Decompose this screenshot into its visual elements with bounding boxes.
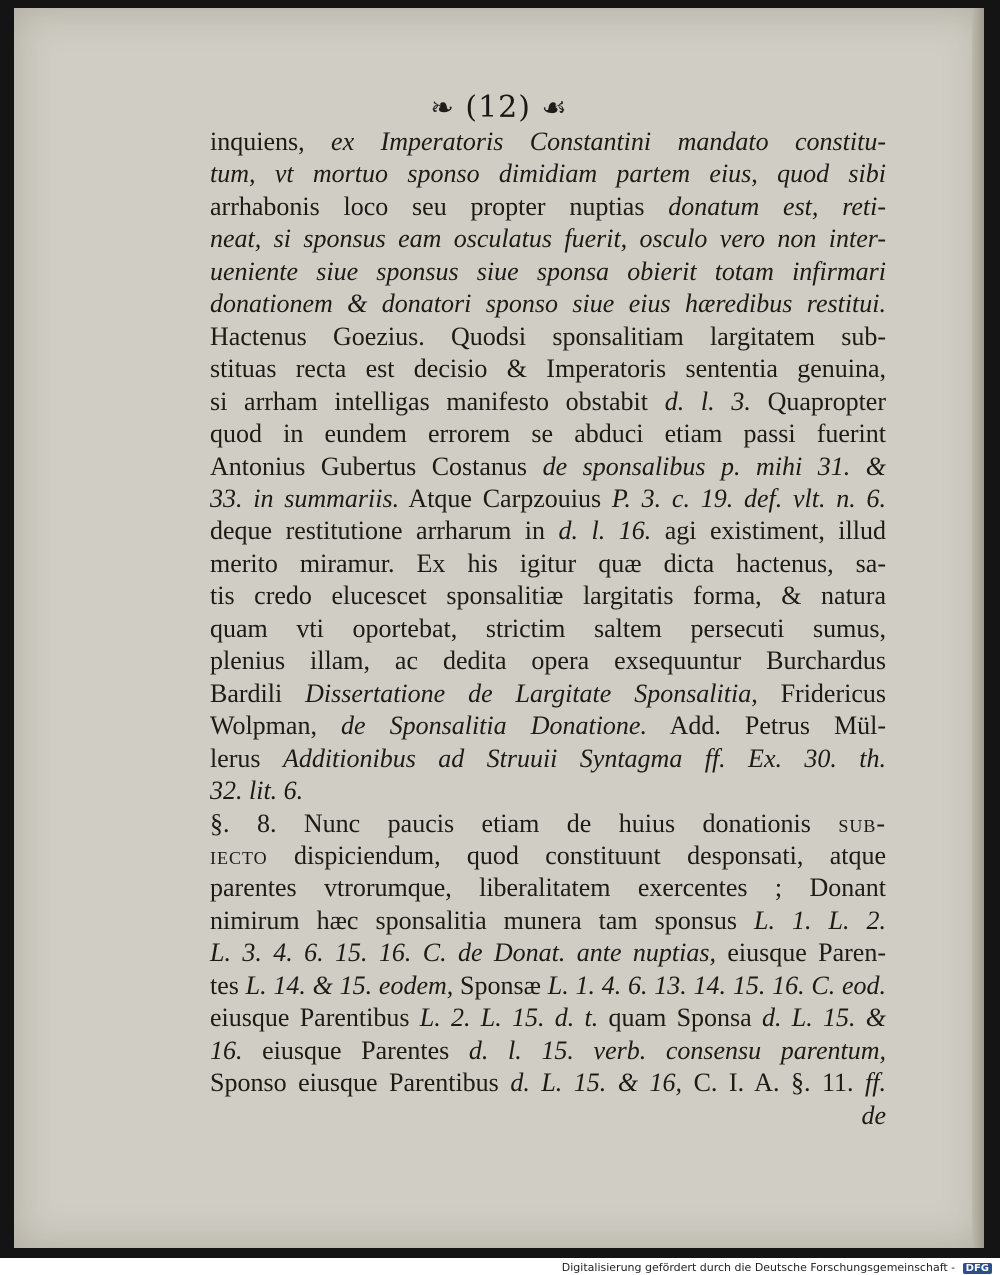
text-segment: sub- <box>838 808 886 838</box>
text-segment: §. 8. Nunc paucis etiam de huius donationis <box>210 808 839 838</box>
text-segment: Antonius Gubertus Costanus <box>210 451 543 481</box>
text-segment: eiusque Parentes <box>242 1035 469 1065</box>
text-segment: tes <box>210 970 246 1000</box>
text-line <box>210 743 886 775</box>
text-line <box>210 191 886 223</box>
text-segment: donatum est, reti- <box>668 191 886 221</box>
text-segment: d. L. 15. & <box>762 1003 887 1033</box>
text-segment: ueniente siue sponsus siue sponsa obierit totam infirmari <box>210 256 886 286</box>
text-segment: d. l. 16. <box>558 516 652 546</box>
text-segment: C. I. A. §. 11. <box>682 1068 866 1098</box>
text-segment: tis credo elucescet sponsalitiæ largitatis forma, & natura <box>210 581 886 611</box>
text-segment: Add. Petrus Mül- <box>646 711 886 741</box>
text-segment: iecto <box>210 840 268 870</box>
text-segment: lerus <box>210 743 283 773</box>
text-segment: ex Imperatoris Constantini mandato constitu- <box>331 127 886 156</box>
text-segment: parentes vtrorumque, liberalitatem exercentes ; Donant <box>210 873 886 903</box>
text-line <box>210 256 886 288</box>
text-line <box>210 840 886 872</box>
text-line <box>210 451 886 483</box>
header-ornament-right: ☙ <box>541 91 568 124</box>
header-ornament-left: ❧ <box>430 91 455 124</box>
text-segment: Quapropter <box>750 386 886 416</box>
text-segment: ff. <box>865 1068 886 1098</box>
text-segment: L. 14. & 15. eodem, <box>245 970 454 1000</box>
text-segment: Bardili <box>210 678 306 708</box>
page-number: (12) <box>465 90 531 125</box>
footer-credit <box>562 1261 992 1274</box>
text-line <box>210 418 886 450</box>
text-segment: L. 3. 4. 6. 15. 16. C. de Donat. ante nuptias, <box>210 938 716 968</box>
text-segment: Atque Carpzouius <box>399 483 612 513</box>
text-line <box>210 288 886 320</box>
text-segment: de sponsalibus p. mihi 31. & <box>542 451 886 481</box>
text-segment: Additionibus ad Struuii Syntagma ff. Ex. 30. th. <box>282 743 886 773</box>
text-segment: tum, vt mortuo sponso dimidiam partem eius, quod sibi <box>210 159 886 189</box>
text-segment: d. l. 15. verb. consensu parentum, <box>468 1035 886 1065</box>
text-line <box>210 515 886 547</box>
text-segment: d. l. 3. <box>664 386 751 416</box>
text-line <box>210 483 886 515</box>
text-segment: donationem & donatori sponso siue eius hæredibus restitui. <box>210 289 886 319</box>
text-line <box>210 808 886 840</box>
text-segment: 33. in summariis. <box>210 483 400 513</box>
text-line <box>210 775 886 807</box>
text-segment: Fridericus <box>757 678 886 708</box>
text-segment: deque restitutione arrharum in <box>210 516 559 546</box>
text-line <box>210 158 886 190</box>
footer-text: Digitalisierung gefördert durch die Deutsche Forschungsgemeinschaft - <box>561 1261 956 1274</box>
text-segment: plenius illam, ac dedita opera exsequuntur Burchardus <box>210 646 886 676</box>
text-line <box>210 1002 886 1034</box>
page-edge <box>972 8 984 1248</box>
text-segment: P. 3. c. 19. def. vlt. n. 6. <box>611 483 886 513</box>
text-segment: nimirum hæc sponsalitia munera tam sponsus <box>210 905 755 935</box>
text-segment: eiusque Paren- <box>715 938 887 968</box>
text-line <box>210 353 886 385</box>
dfg-logo: DFG <box>963 1263 992 1274</box>
text-segment: L. 1. 4. 6. 13. 14. 15. 16. C. eod. <box>547 970 887 1000</box>
text-line <box>210 613 886 645</box>
page-header <box>14 90 984 125</box>
text-segment: merito miramur. Ex his igitur quæ dicta hactenus, sa- <box>210 548 886 578</box>
text-segment: inquiens, <box>210 127 332 156</box>
text-segment: 32. lit. 6. <box>210 776 304 806</box>
text-line <box>210 126 886 158</box>
text-line <box>210 937 886 969</box>
text-line <box>210 1035 886 1067</box>
text-segment: neat, si sponsus eam osculatus fuerit, osculo vero non inter- <box>210 224 886 254</box>
text-segment: de Sponsalitia Donatione. <box>341 711 647 741</box>
body-text <box>210 126 886 1132</box>
text-segment: quam Sponsa <box>598 1003 762 1033</box>
text-line <box>210 710 886 742</box>
text-line <box>210 223 886 255</box>
text-line <box>210 386 886 418</box>
text-segment: eiusque Parentibus <box>210 1003 420 1033</box>
text-line <box>210 321 886 353</box>
catchword: de <box>861 1100 886 1130</box>
text-segment: quam vti oportebat, strictim saltem persecuti sumus, <box>210 613 886 643</box>
text-segment: quod in eundem errorem se abduci etiam passi fuerint <box>210 419 886 449</box>
text-segment: L. 1. L. 2. <box>754 905 887 935</box>
text-segment: si arrham intelligas manifesto obstabit <box>210 386 665 416</box>
text-segment: 16. <box>210 1035 243 1065</box>
text-segment: agi existiment, illud <box>651 516 886 546</box>
book-page <box>14 8 984 1248</box>
text-segment: L. 2. L. 15. d. t. <box>419 1003 599 1033</box>
text-line <box>210 580 886 612</box>
text-segment: Wolpman, <box>210 711 342 741</box>
text-segment: d. L. 15. & 16, <box>510 1068 683 1098</box>
text-segment: Dissertatione de Largitate Sponsalitia, <box>305 678 758 708</box>
text-segment: arrhabonis loco seu propter nuptias <box>210 191 669 221</box>
text-segment: dispiciendum, quod constituunt desponsati, atque <box>267 840 886 870</box>
text-line <box>210 678 886 710</box>
text-segment: Hactenus Goezius. Quodsi sponsalitiam largitatem sub- <box>210 321 886 351</box>
text-line <box>210 548 886 580</box>
text-line <box>210 905 886 937</box>
text-line <box>210 645 886 677</box>
text-segment: Sponsæ <box>453 970 548 1000</box>
text-line <box>210 872 886 904</box>
text-line <box>210 970 886 1002</box>
text-segment: Sponso eiusque Parentibus <box>210 1068 511 1098</box>
text-segment: stituas recta est decisio & Imperatoris sententia genuina, <box>210 354 886 384</box>
text-line <box>210 1067 886 1099</box>
